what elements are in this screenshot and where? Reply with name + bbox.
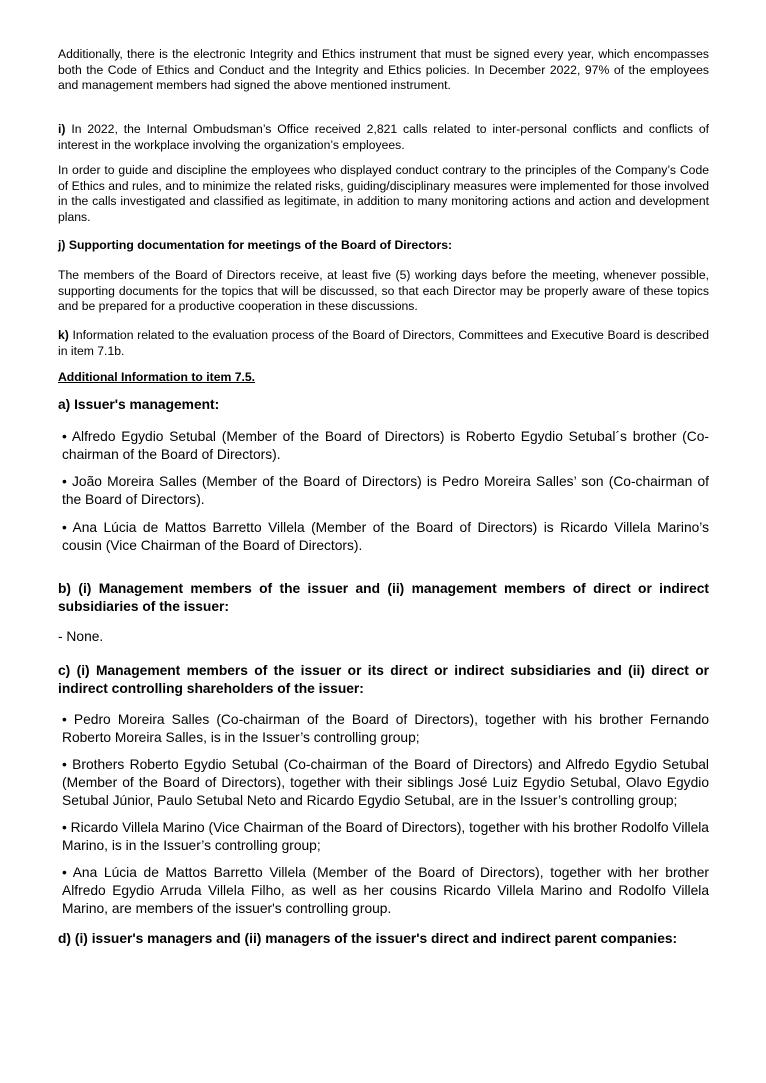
list-item: • Brothers Roberto Egydio Setubal (Co-chairman of the Board of Directors) and Alfredo Egydio Setubal (Member of the Board of Directors), together with their siblings José Luiz Egydio Setubal, Olavo Egydio Setubal Júnior, Paulo Setubal Neto and Ricardo Egydio Setubal, are in the Issuer’s controlling group;: [62, 757, 709, 808]
paragraph-supporting-documents: The members of the Board of Directors receive, at least five (5) working days before the meeting, whenever possible, supporting documents for the topics that will be discussed, so that each Director may be properly aware of these topics and be prepared for a productive cooperation in these discussions.: [58, 268, 709, 314]
paragraph-item-k: [58, 328, 709, 359]
item-k-text: Information related to the evaluation process of the Board of Directors, Committees and Executive Board is described in item 7.1b.: [58, 328, 709, 358]
list-item: • Ana Lúcia de Mattos Barretto Villela (Member of the Board of Directors), together with her brother Alfredo Egydio Arruda Villela Filho, as well as her cousins Ricardo Villela Marino and Rodolfo Villela Marino, are members of the issuer's controlling group.: [62, 865, 709, 916]
heading-additional-information: [58, 370, 709, 386]
item-b-none: - None.: [58, 629, 104, 644]
heading-item-j: [58, 238, 709, 254]
heading-item-j-text: j) Supporting documentation for meetings of the Board of Directors:: [58, 238, 453, 252]
list-item: • Ana Lúcia de Mattos Barretto Villela (Member of the Board of Directors) is Ricardo Villela Marino’s cousin (Vice Chairman of the Board of Directors).: [62, 520, 709, 553]
list-item: • Alfredo Egydio Setubal (Member of the Board of Directors) is Roberto Egydio Setubal´s brother (Co-chairman of the Board of Directors).: [62, 429, 709, 462]
item-i-text: In 2022, the Internal Ombudsman’s Office received 2,821 calls related to inter-personal conflicts and conflicts of interest in the workplace involving the organization’s employees.: [58, 122, 709, 152]
list-item: • Pedro Moreira Salles (Co-chairman of the Board of Directors), together with his brother Fernando Roberto Moreira Salles, is in the Issuer’s controlling group;: [62, 712, 709, 745]
heading-item-b-text: b) (i) Management members of the issuer and (ii) management members of direct or indirect subsidiaries of the issuer:: [58, 581, 709, 614]
list-item: • João Moreira Salles (Member of the Board of Directors) is Pedro Moreira Salles’ son (Co-chairman of the Board of Directors).: [62, 474, 709, 507]
heading-item-a: [58, 396, 709, 414]
paragraph-item-i: [58, 122, 709, 153]
item-i-label: i): [58, 122, 66, 136]
paragraph-disciplinary-measures: In order to guide and discipline the employees who displayed conduct contrary to the principles of the Company’s Code of Ethics and rules, and to minimize the related risks, guiding/disciplinary measures were implemented for those involved in the calls investigated and classified as legitimate, in addition to many monitoring actions and action and development plans.: [58, 163, 709, 224]
paragraph-integrity-instrument: Additionally, there is the electronic Integrity and Ethics instrument that must be signed every year, which encompasses both the Code of Ethics and Conduct and the Integrity and Ethics policies. In December 2022, 97% of the employees and management members had signed the above mentioned instrument.: [58, 47, 709, 93]
heading-item-d: [58, 930, 709, 948]
item-k-label: k): [58, 328, 69, 342]
list-item: • Ricardo Villela Marino (Vice Chairman of the Board of Directors), together with his brother Rodolfo Villela Marino, is in the Issuer’s controlling group;: [62, 820, 709, 853]
heading-item-c: [58, 662, 709, 698]
heading-item-d-text: d) (i) issuer's managers and (ii) managers of the issuer's direct and indirect parent companies:: [58, 931, 678, 946]
heading-item-a-text: a) Issuer's management:: [58, 397, 220, 412]
additional-information-text: Additional Information to item 7.5.: [58, 370, 256, 384]
heading-item-b: [58, 580, 709, 616]
heading-item-c-text: c) (i) Management members of the issuer or its direct or indirect subsidiaries and (ii) direct or indirect controlling shareholders of the issuer:: [58, 663, 709, 696]
